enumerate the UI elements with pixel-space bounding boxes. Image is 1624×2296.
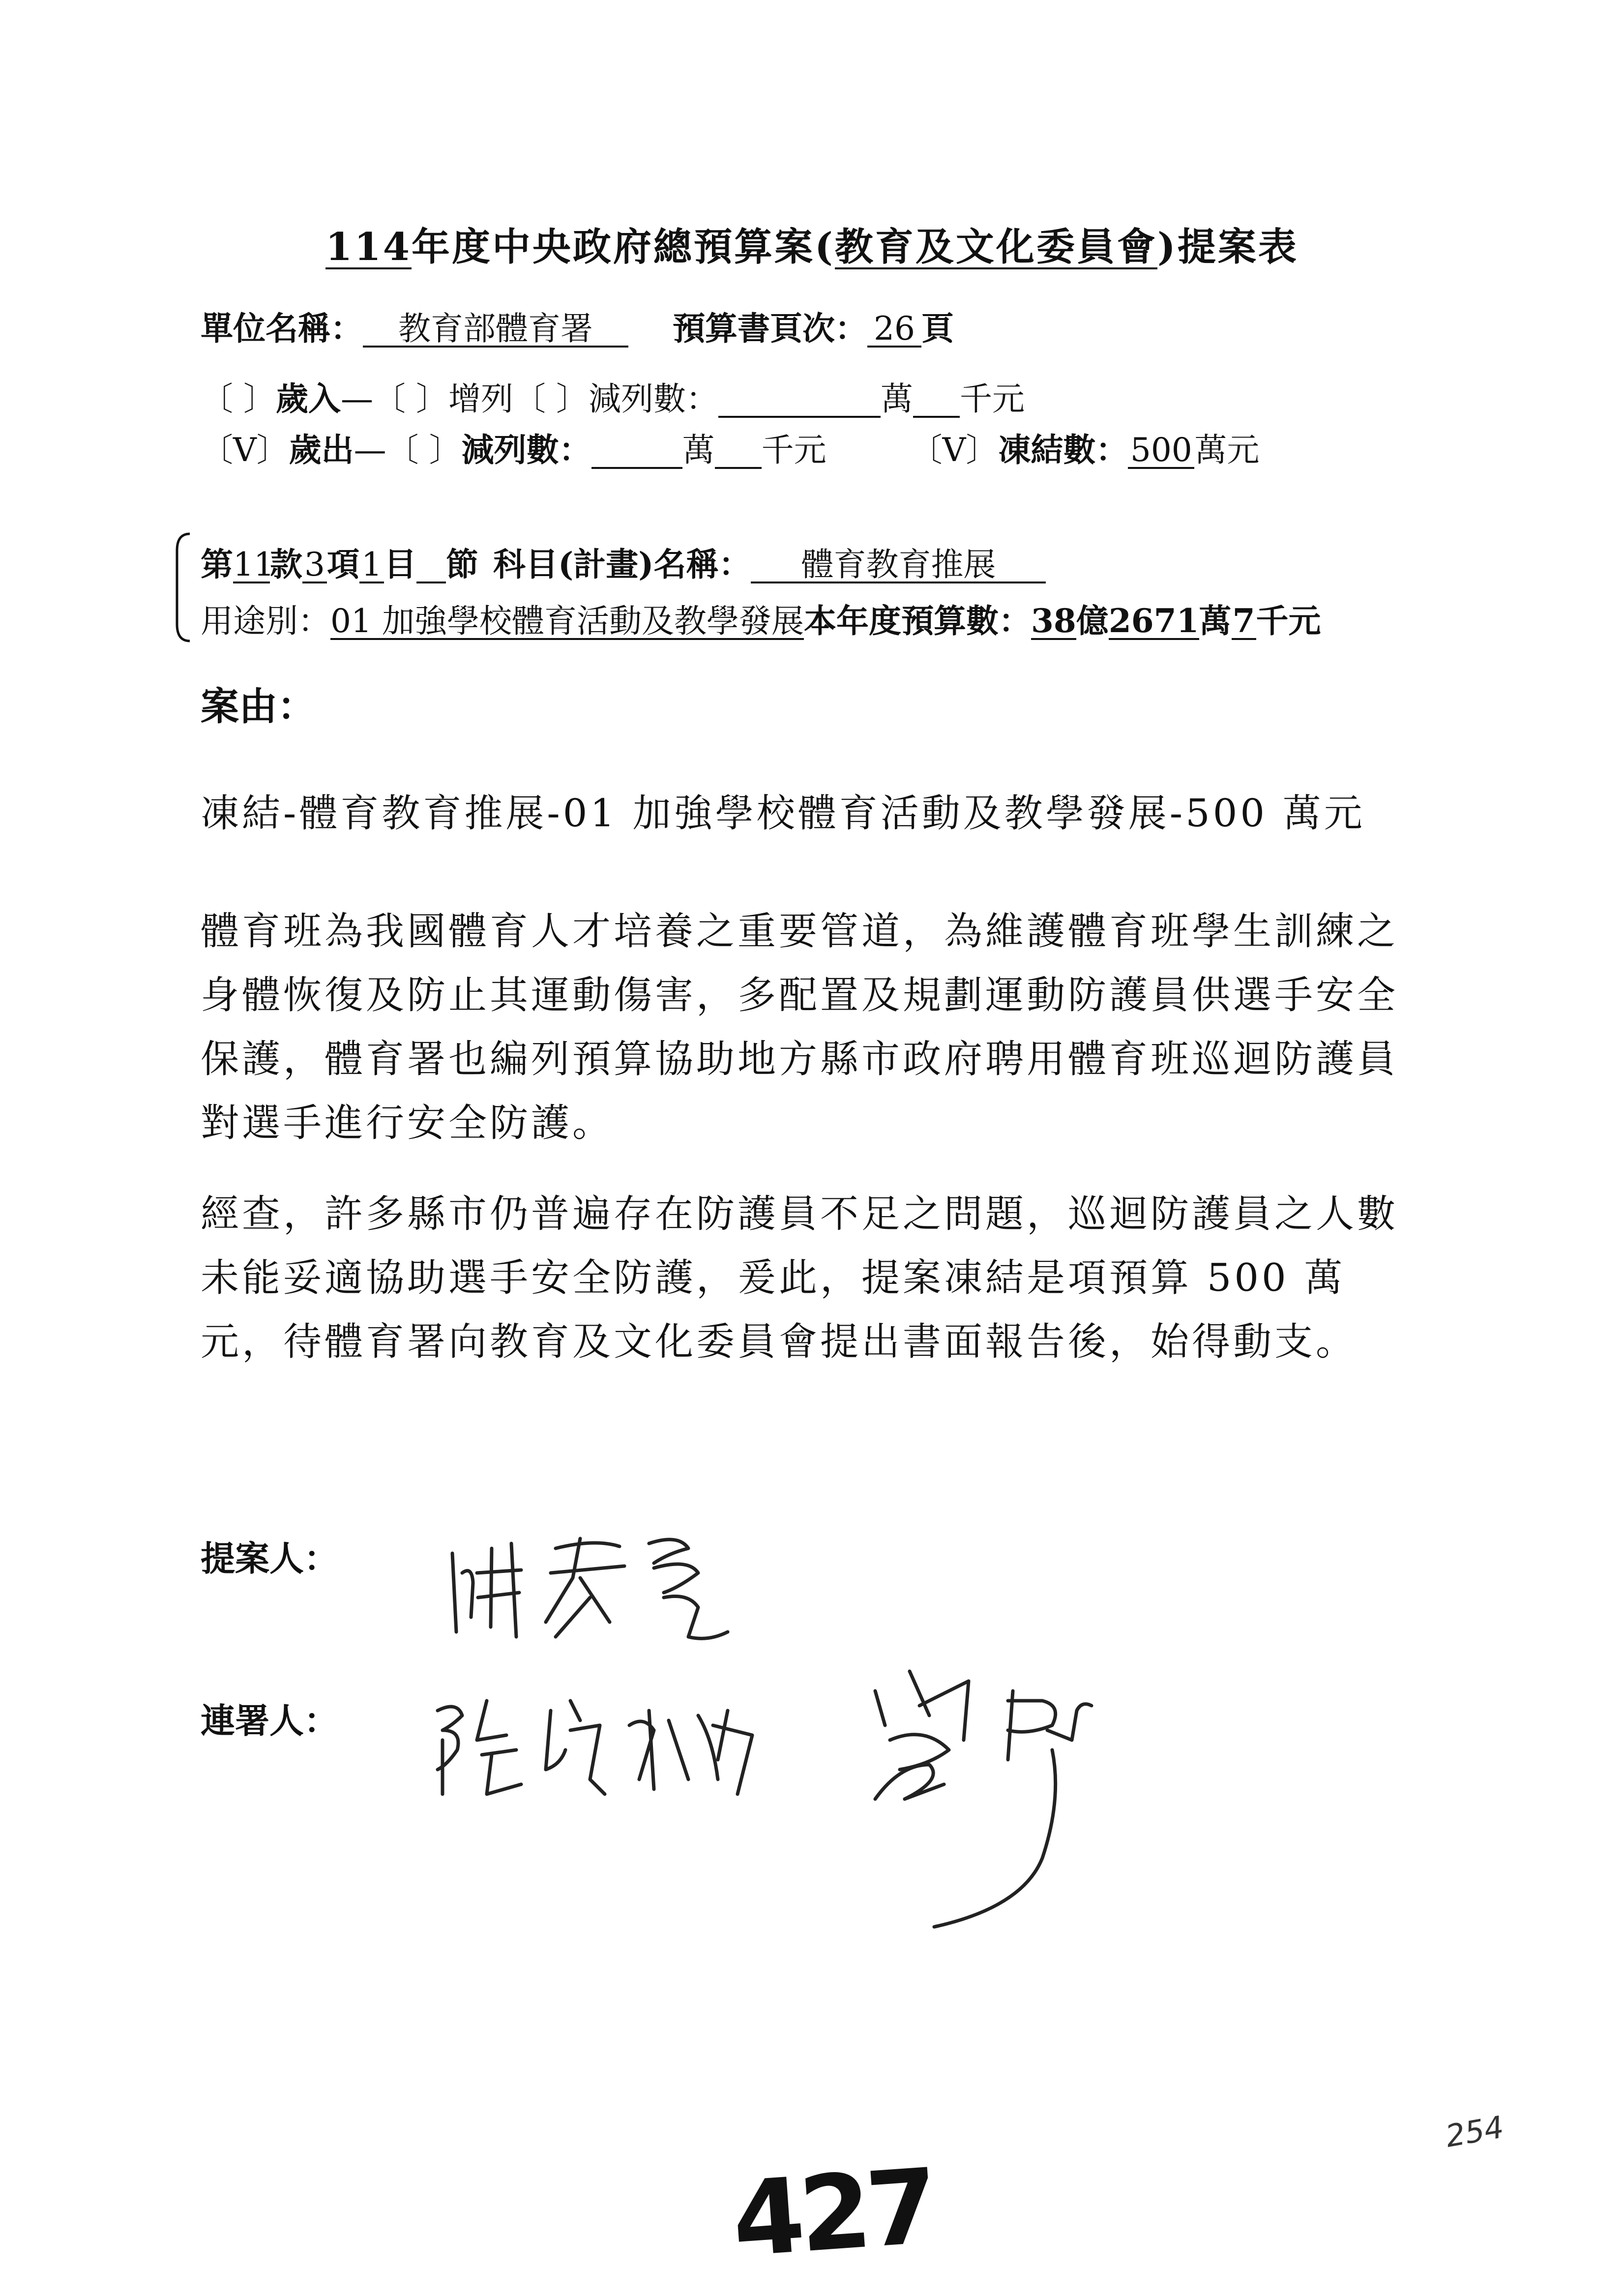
budget-yi: 億: [1076, 602, 1109, 640]
handwritten-corner-number: 254: [1443, 2109, 1506, 2154]
revenue-label: 歲入: [275, 379, 341, 418]
title-text-after: )提案表: [1157, 225, 1299, 269]
budget-wan-value: 2671: [1108, 602, 1199, 640]
mu-value: 1: [359, 548, 384, 583]
account-mu: 目: [384, 545, 416, 583]
expenditure-wan: 萬: [682, 431, 715, 469]
budget-qian-value: 7: [1232, 604, 1256, 640]
account-xiang: 項: [327, 545, 359, 583]
jie-blank: [416, 548, 446, 583]
expenditure-dash: —: [354, 431, 386, 469]
title-committee: 教育及文化委員會: [834, 225, 1157, 269]
account-jie: 節: [446, 545, 478, 583]
revenue-wan: 萬: [880, 380, 913, 418]
expenditure-checkbox: 〔V〕: [201, 431, 289, 469]
proposer-label: 提案人：: [201, 1538, 338, 1579]
unit-label: 單位名稱：: [201, 309, 363, 348]
reason-heading: 案由：: [201, 684, 316, 729]
revenue-increase-checkbox: 〔 〕: [373, 380, 448, 418]
reason-summary: 凍結-體育教育推展-01 加強學校體育活動及教學發展-500 萬元: [201, 791, 1365, 836]
xiang-value: 3: [302, 548, 327, 583]
account-kuan: 款: [270, 545, 302, 583]
bracket-left: [173, 531, 191, 644]
cosigner-label: 連署人：: [201, 1700, 338, 1741]
purpose-label: 用途別：: [201, 602, 330, 640]
revenue-checkbox: 〔 〕: [201, 380, 276, 418]
subject-value: 體育教育推展: [751, 548, 1046, 583]
expenditure-decrease-checkbox: 〔 〕: [386, 431, 462, 469]
revenue-increase-label: 增列: [448, 380, 513, 418]
expenditure-decrease-label: 減列數：: [461, 431, 591, 469]
freeze-checkbox: 〔V〕: [910, 431, 999, 469]
freeze-unit: 萬元: [1194, 431, 1260, 469]
reason-paragraph-1: 體育班為我國體育人才培養之重要管道，為維護體育班學生訓練之身體恢復及防止其運動傷害，多配置及規劃運動防護員供選手安全保護，體育署也編列預算協助地方縣市政府聘用體育班巡迴防護員對選手進行安全防護。: [201, 909, 1399, 1145]
account-di: 第: [201, 545, 233, 583]
expenditure-row: [201, 424, 1259, 470]
subject-label: 科目(計畫)名稱：: [493, 545, 751, 583]
handwritten-page-number: 427: [728, 2146, 938, 2280]
budget-page-label: 預算書頁次：: [673, 309, 867, 348]
unit-row: [201, 302, 954, 349]
revenue-decrease-checkbox: 〔 〕: [513, 380, 589, 418]
revenue-decrease-label: 減列數：: [588, 380, 718, 418]
budget-page-value: 26: [867, 312, 921, 348]
budget-wan: 萬: [1199, 602, 1232, 640]
budget-page-unit: 頁: [921, 309, 954, 348]
title-year: 114: [325, 225, 412, 269]
form-title: [0, 216, 1624, 271]
budget-yi-value: 38: [1031, 602, 1076, 640]
budget-qian: 千元: [1256, 602, 1321, 640]
revenue-dash: —: [340, 380, 373, 418]
title-text-before: 年度中央政府總預算案(: [412, 225, 835, 269]
revenue-wan-blank: [718, 382, 881, 418]
cosigner-signature-2: [846, 1652, 1121, 1937]
expenditure-label: 歲出: [289, 431, 354, 469]
freeze-label: 凍結數：: [998, 431, 1128, 469]
kuan-value: 11: [233, 546, 274, 583]
purpose-row: [201, 595, 1321, 641]
expenditure-wan-blank: [591, 433, 682, 469]
proposer-signature: [433, 1519, 757, 1647]
revenue-qian: 千元: [959, 380, 1025, 418]
unit-value: 教育部體育署: [363, 312, 628, 348]
revenue-qian-blank: [913, 382, 960, 418]
cosigner-signature-1: [423, 1681, 826, 1809]
freeze-value: 500: [1128, 433, 1194, 469]
expenditure-qian-blank: [715, 433, 762, 469]
reason-paragraph-2: 經查，許多縣市仍普遍存在防護員不足之問題，巡迴防護員之人數未能妥適協助選手安全防護，爰此，提案凍結是項預算 500 萬元，待體育署向教育及文化委員會提出書面報告後，始得動支。: [201, 1192, 1399, 1364]
account-row: [201, 538, 1046, 585]
budget-label: 本年度預算數：: [803, 602, 1031, 640]
expenditure-qian: 千元: [761, 431, 827, 469]
purpose-value: 01 加強學校體育活動及教學發展: [330, 602, 804, 640]
revenue-row: [201, 373, 1025, 419]
